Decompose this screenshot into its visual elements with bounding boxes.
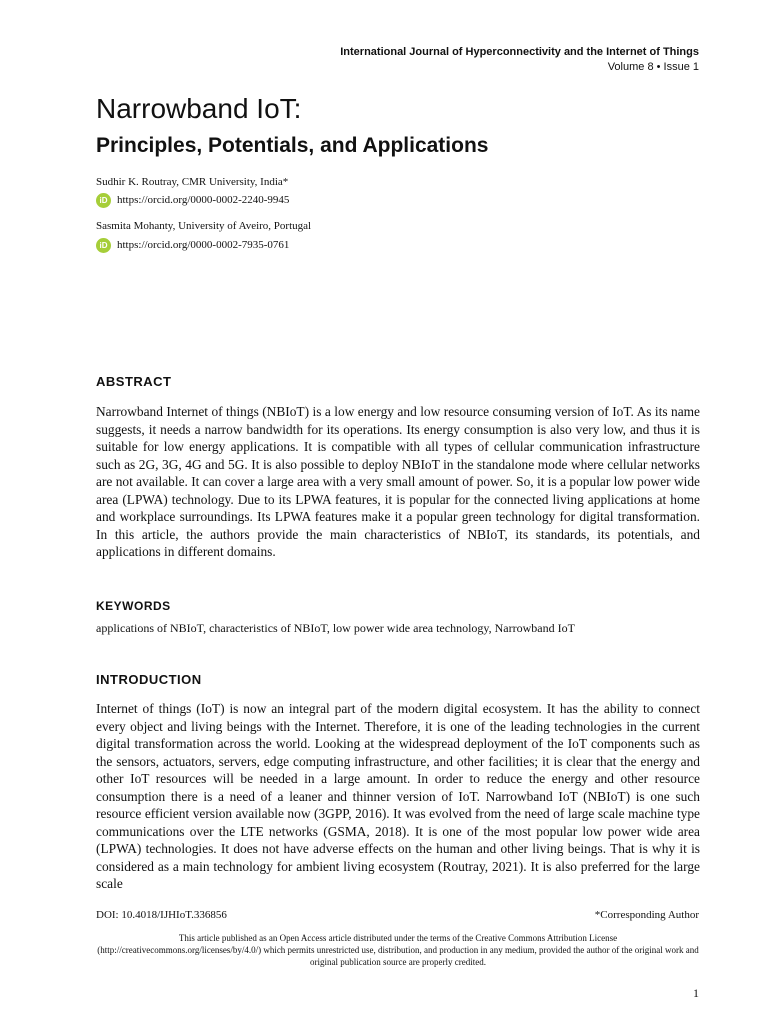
article-title: Narrowband IoT: [96, 93, 302, 124]
author-1-orcid[interactable] [96, 193, 289, 208]
keywords-text: applications of NBIoT, characteristics of NBIoT, low power wide area technology, Narrowband IoT [96, 621, 575, 635]
keywords-heading: KEYWORDS [96, 599, 171, 613]
journal-header [340, 45, 699, 75]
introduction-text: Internet of things (IoT) is now an integral part of the modern digital ecosystem. It has the ability to connect every object and living beings with the Internet. Therefore, it is one of the leading technologies in the current digital transformation across the world. Looking at the widespread deployment of the IoT components such as the sensors, actuators, servers, edge computing infrastructure, and other facilities; it is clear that the energy and other IoT resources will be needed in a large amount. In order to reduce the energy and other resource consumption there is a need of a leaner and thinner version of IoT. Narrowband IoT (NBIoT) is one such resource efficient version available now (3GPP, 2016). It was evolved from the need of large scale machine type communications over the LTE networks (GSMA, 2018). It is one of the most popular low power wide area (LPWA) technologies. It does not have adverse effects on the human and other living beings. That is why it is considered as a main technology for ambient living ecosystem (Routray, 2021). It is also preferred for the large scale [96, 701, 700, 891]
abstract-heading: ABSTRACT [96, 374, 172, 389]
doi: DOI: 10.4018/IJHIoT.336856 [96, 909, 227, 921]
article-subtitle: Principles, Potentials, and Applications [96, 134, 489, 157]
author-2: Sasmita Mohanty, University of Aveiro, Portugal [96, 220, 312, 232]
journal-issue: Volume 8 • Issue 1 [607, 61, 699, 73]
license-notice: This article published as an Open Access article distributed under the terms of the Creative Commons Attribution License (http://creativecommons.org/licenses/by/4.0/) which permits unrestricted use, distribution, and production in any medium, provided the author of the original work and original publication source are properly credited. [97, 933, 699, 967]
author-1: Sudhir K. Routray, CMR University, India* [96, 176, 289, 188]
introduction-heading: INTRODUCTION [96, 672, 202, 687]
orcid-link[interactable]: https://orcid.org/0000-0002-7935-0761 [117, 239, 290, 251]
orcid-icon: iD [96, 238, 111, 253]
orcid-link[interactable]: https://orcid.org/0000-0002-2240-9945 [117, 194, 290, 206]
orcid-icon: iD [96, 193, 111, 208]
journal-name: International Journal of Hyperconnectivity and the Internet of Things [340, 46, 699, 58]
corresponding-author-note: *Corresponding Author [594, 909, 699, 921]
author-2-orcid[interactable] [96, 238, 289, 253]
page-number: 1 [693, 986, 699, 1000]
abstract-text: Narrowband Internet of things (NBIoT) is a low energy and low resource consuming version of IoT. As its name suggests, it needs a narrow bandwidth for its operations. Its energy consumption is also very low, and thus it is suitable for low energy applications. It is compatible with all types of cellular communication infrastructure such as 2G, 3G, 4G and 5G. It is also possible to deploy NBIoT in the standalone mode where cellular networks are not available. It can cover a large area with a very small amount of power. So, it is a popular low power wide area (LPWA) technology. Due to its LPWA features, it is popular for the connected living applications at home and workplace surroundings. Its LPWA features make it a popular green technology for digital transformation. In this article, the authors provide the main characteristics of NBIoT, its standards, its potentials, and applications in different domains. [96, 404, 700, 559]
